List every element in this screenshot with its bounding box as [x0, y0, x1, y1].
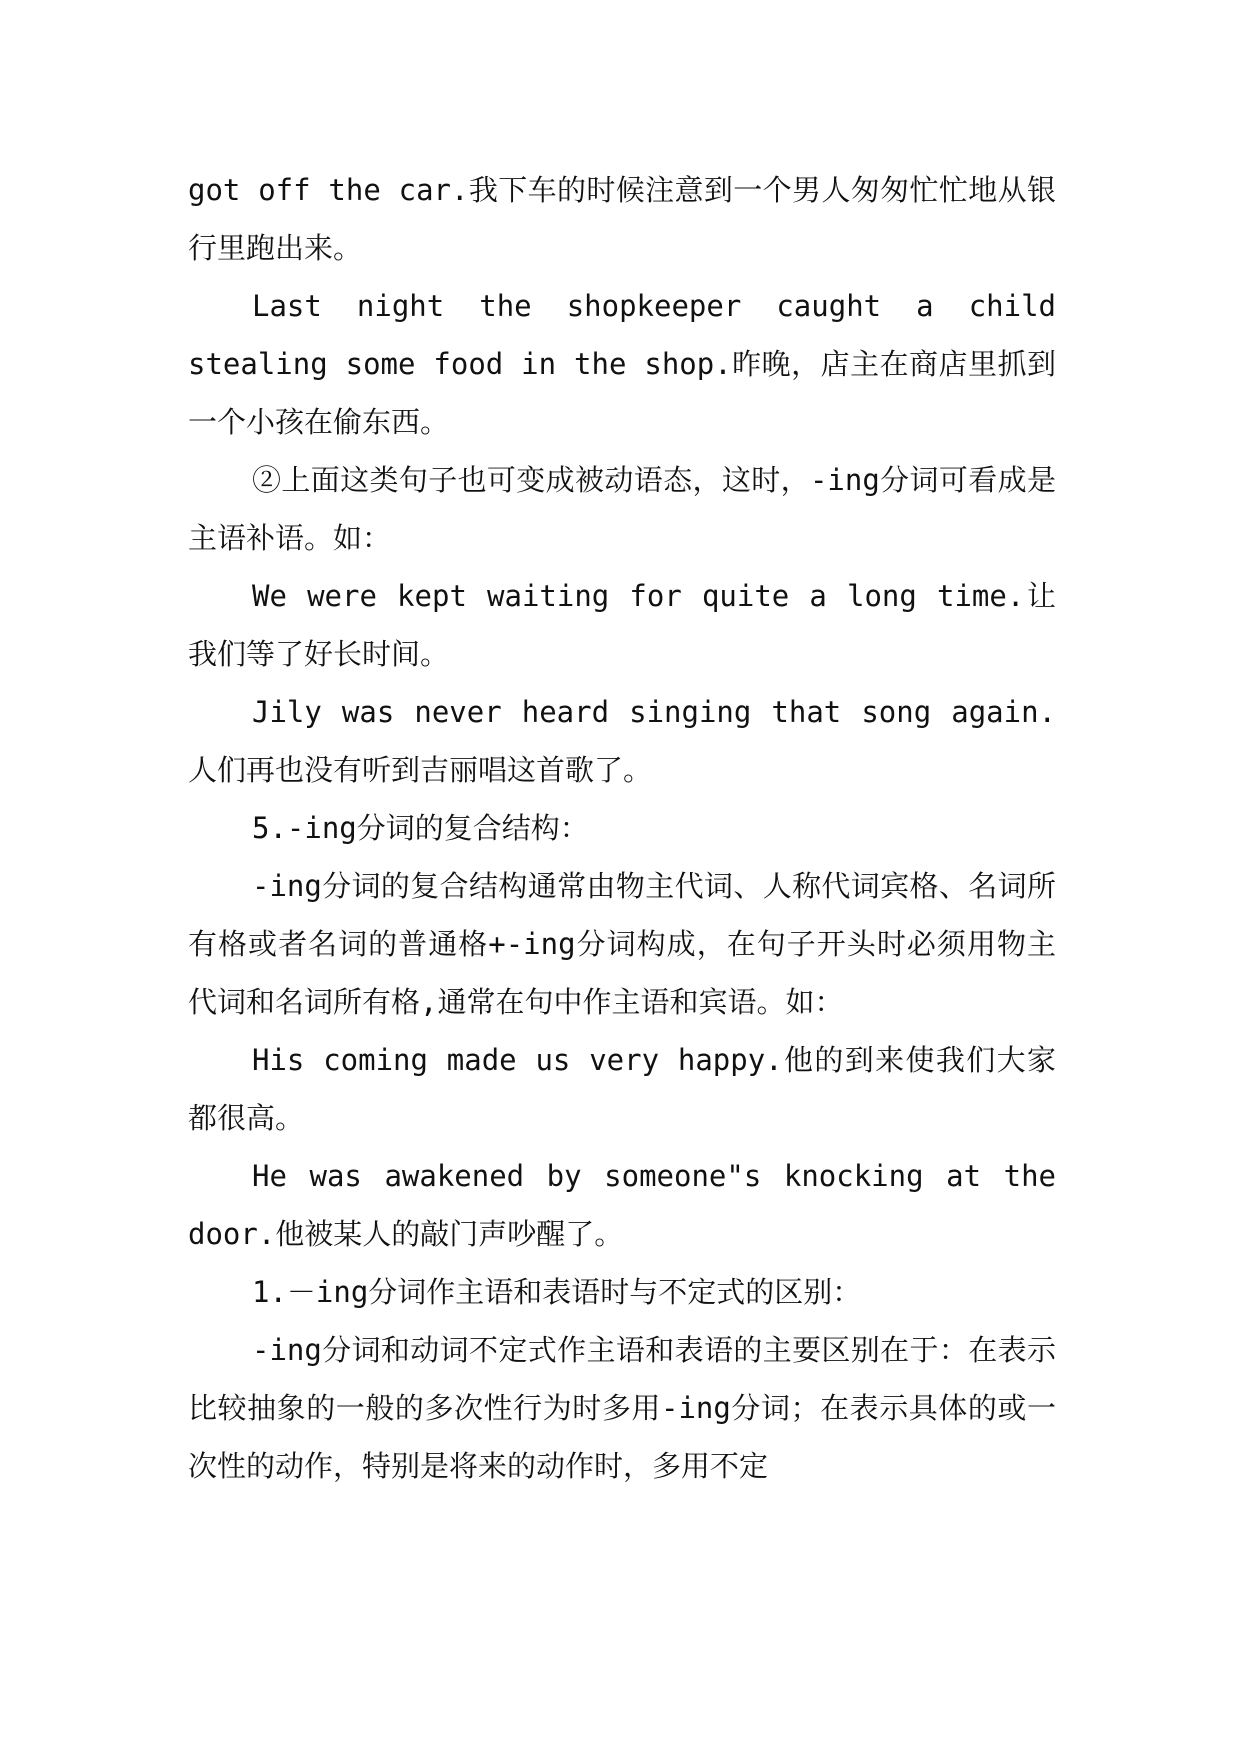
paragraph-5: Jily was never heard singing that song again.人们再也没有听到吉丽唱这首歌了。: [188, 695, 1056, 787]
paragraph-3: ②上面这类句子也可变成被动语态，这时，-ing分词可看成是主语补语。如：: [188, 463, 1056, 555]
paragraph-4: We were kept waiting for quite a long time.让我们等了好长时间。: [188, 579, 1056, 671]
paragraph-10: 1.－ing分词作主语和表语时与不定式的区别：: [252, 1275, 862, 1309]
paragraph-1: got off the car.我下车的时候注意到一个男人匆匆忙忙地从银行里跑出来。: [188, 173, 1056, 265]
paragraph-6: 5.-ing分词的复合结构：: [252, 811, 589, 845]
paragraph-9: He was awakened by someone"s knocking at the door.他被某人的敲门声吵醒了。: [188, 1159, 1056, 1251]
paragraph-7: -ing分词的复合结构通常由物主代词、人称代词宾格、名词所有格或者名词的普通格+-ing分词构成，在句子开头时必须用物主代词和名词所有格,通常在句中作主语和宾语。如：: [188, 869, 1056, 1019]
paragraph-8: His coming made us very happy.他的到来使我们大家都很高。: [188, 1043, 1056, 1135]
paragraph-2: Last night the shopkeeper caught a child stealing some food in the shop.昨晚，店主在商店里抓到一个小孩在偷东西。: [188, 289, 1056, 439]
document-body: [188, 161, 1056, 1495]
paragraph-11: -ing分词和动词不定式作主语和表语的主要区别在于：在表示比较抽象的一般的多次性行为时多用-ing分词；在表示具体的或一次性的动作，特别是将来的动作时，多用不定: [188, 1333, 1056, 1483]
